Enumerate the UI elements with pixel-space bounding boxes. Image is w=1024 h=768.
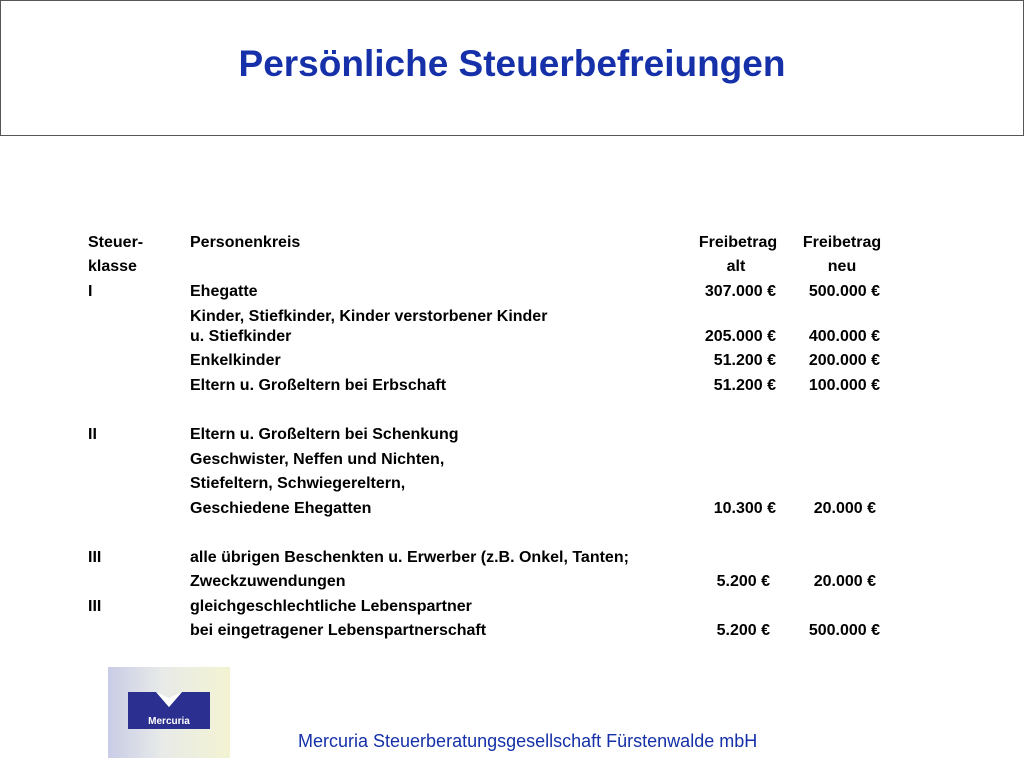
row-neu: 500.000 € xyxy=(808,622,880,639)
page-title: Persönliche Steuerbefreiungen xyxy=(238,43,786,84)
row-alt: 51.200 € xyxy=(713,377,776,394)
row-neu: 400.000 € xyxy=(808,328,880,345)
row-person: Eltern u. Großeltern bei Schenkung xyxy=(190,426,459,443)
row-alt: 51.200 € xyxy=(713,352,776,369)
row-klasse: I xyxy=(88,283,93,300)
row-alt: 205.000 € xyxy=(704,328,776,345)
row-person: alle übrigen Beschenkten u. Erwerber (z.B. Onkel, Tanten; xyxy=(190,549,629,566)
row-alt: 5.200 € xyxy=(716,622,770,639)
row-person: Eltern u. Großeltern bei Erbschaft xyxy=(190,377,447,394)
header-alt-line2: alt xyxy=(726,258,746,275)
row-neu: 500.000 € xyxy=(808,283,880,300)
row-alt: 5.200 € xyxy=(716,573,770,590)
row-alt: 10.300 € xyxy=(713,500,776,517)
header-klasse-line2: klasse xyxy=(88,258,137,275)
header-klasse-line1: Steuer- xyxy=(88,234,144,251)
row-person: u. Stiefkinder xyxy=(190,328,292,345)
row-person: Ehegatte xyxy=(190,283,258,300)
row-person: Enkelkinder xyxy=(190,352,281,369)
footer-company-name: Mercuria Steuerberatungsgesellschaft Fürstenwalde mbH xyxy=(298,731,758,751)
row-person: bei eingetragener Lebenspartnerschaft xyxy=(190,622,487,639)
mercuria-logo-mark xyxy=(108,667,230,758)
row-neu: 20.000 € xyxy=(813,500,876,517)
row-neu: 20.000 € xyxy=(813,573,876,590)
row-neu: 100.000 € xyxy=(808,377,880,394)
row-person: Kinder, Stiefkinder, Kinder verstorbener Kinder xyxy=(190,308,548,325)
logo-text: Mercuria xyxy=(148,716,190,727)
row-person: Geschwister, Neffen und Nichten, xyxy=(190,451,445,468)
header-neu-line1: Freibetrag xyxy=(802,234,882,251)
row-alt: 307.000 € xyxy=(704,283,776,300)
mercuria-logo xyxy=(108,667,230,758)
row-klasse: III xyxy=(88,598,102,615)
row-neu: 200.000 € xyxy=(808,352,880,369)
row-klasse: II xyxy=(88,426,97,443)
row-person: gleichgeschlechtliche Lebenspartner xyxy=(190,598,472,615)
header-alt-line1: Freibetrag xyxy=(698,234,778,251)
row-person: Stiefeltern, Schwiegereltern, xyxy=(190,475,406,492)
row-person: Geschiedene Ehegatten xyxy=(190,500,372,517)
header-personenkreis: Personenkreis xyxy=(190,234,301,251)
row-klasse: III xyxy=(88,549,102,566)
header-neu-line2: neu xyxy=(827,258,857,275)
row-person: Zweckzuwendungen xyxy=(190,573,346,590)
